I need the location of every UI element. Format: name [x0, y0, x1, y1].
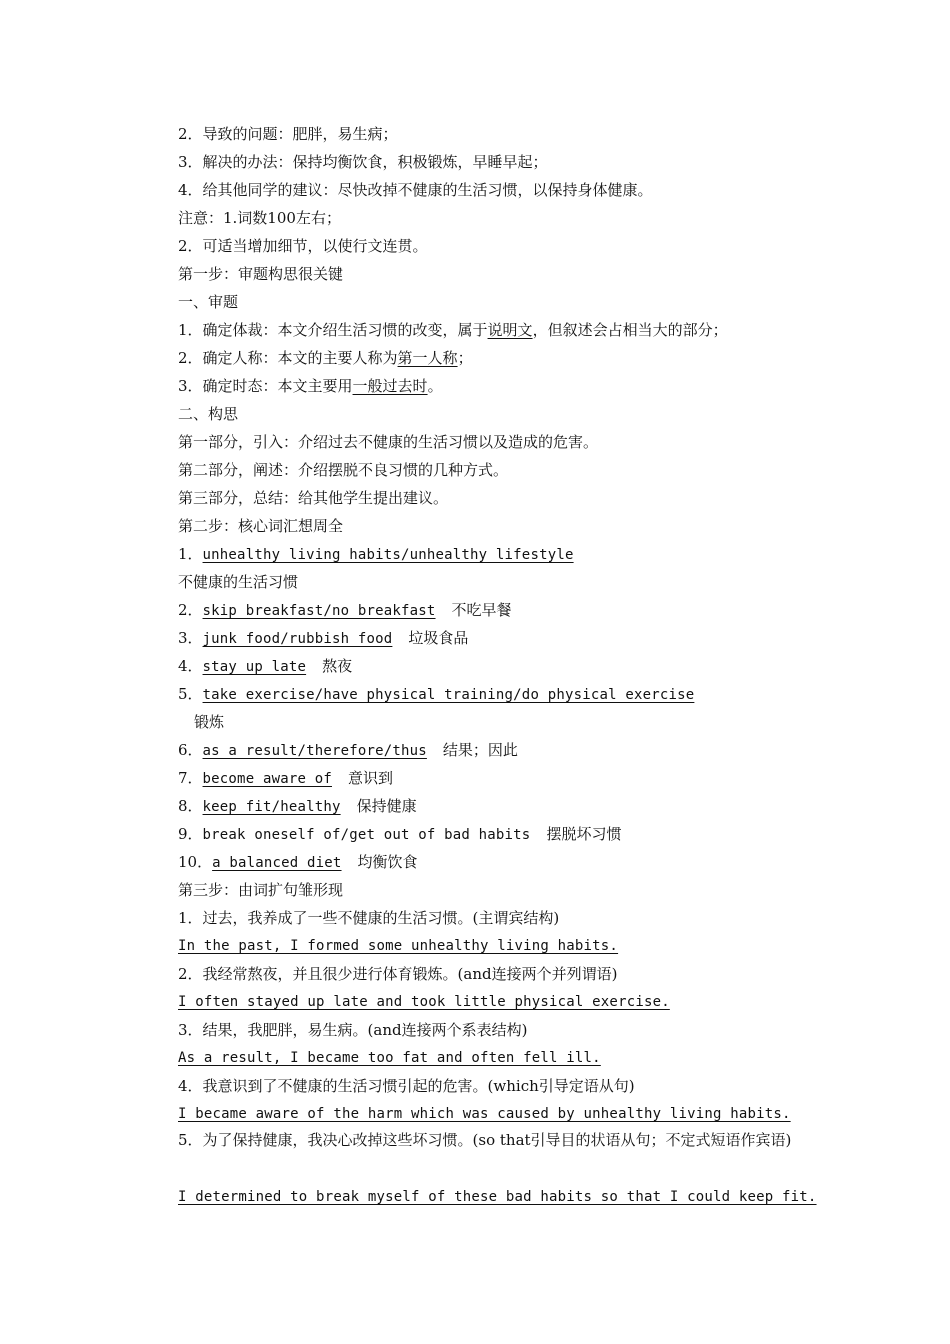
vocab-item: [178, 796, 818, 816]
genre-answer: 说明文: [487, 321, 533, 339]
vocab-item: [178, 684, 818, 704]
genre-tail: ，但叙述会占相当大的部分；: [532, 321, 728, 339]
vocab-item: [178, 600, 818, 620]
vocab-chinese: 锻炼: [194, 713, 225, 731]
vocab-item: [178, 768, 818, 788]
tense-label: 3．确定时态：本文主要用: [178, 377, 353, 395]
vocab-chinese: 保持健康: [356, 797, 417, 815]
plan-part-2: 第二部分，阐述：介绍摆脱不良习惯的几种方式。: [178, 461, 509, 479]
plan-part-1: 第一部分，引入：介绍过去不健康的生活习惯以及造成的危害。: [178, 433, 599, 451]
tense-answer: 一般过去时: [352, 377, 428, 395]
section-heading-review: 一、审题: [178, 293, 239, 311]
sentence-answer: I became aware of the harm which was caused by unhealthy living habits.: [178, 1106, 791, 1122]
vocab-number: 1．: [178, 545, 203, 563]
vocab-english: skip breakfast/no breakfast: [202, 603, 436, 619]
vocab-chinese: 摆脱坏习惯: [546, 825, 622, 843]
vocab-english: take exercise/have physical training/do physical exercise: [202, 687, 695, 703]
vocab-english: unhealthy living habits/unhealthy lifestyle: [202, 547, 574, 563]
vocab-chinese: 垃圾食品: [408, 629, 469, 647]
sentence-prompt: 1．过去，我养成了一些不健康的生活习惯。(主谓宾结构): [178, 909, 560, 927]
sentence-answer: As a result, I became too fat and often fell ill.: [178, 1050, 601, 1066]
vocab-english: become aware of: [202, 771, 332, 787]
requirement-line-2: 2．导致的问题：肥胖，易生病；: [178, 125, 398, 143]
note-line-2: 2．可适当增加细节，以使行文连贯。: [178, 237, 428, 255]
vocab-item: [178, 852, 818, 872]
step1-heading: 第一步：审题构思很关键: [178, 265, 344, 283]
vocab-number: 4．: [178, 657, 203, 675]
vocab-english: keep fit/healthy: [202, 799, 341, 815]
sentence-prompt: 5．为了保持健康，我决心改掉这些坏习惯。(so that引导目的状语从句；不定式短语作宾语): [178, 1131, 792, 1149]
requirement-line-4: 4．给其他同学的建议：尽快改掉不健康的生活习惯，以保持身体健康。: [178, 181, 653, 199]
step2-heading: 第二步：核心词汇想周全: [178, 517, 344, 535]
vocab-chinese: 熬夜: [322, 657, 353, 675]
vocab-number: 3．: [178, 629, 203, 647]
vocab-chinese: 不吃早餐: [451, 601, 512, 619]
tense-tail: 。: [427, 377, 443, 395]
sentence-answer: I often stayed up late and took little physical exercise.: [178, 994, 670, 1010]
sentence-prompt: 3．结果，我肥胖，易生病。(and连接两个系表结构): [178, 1021, 528, 1039]
vocab-english: stay up late: [202, 659, 307, 675]
vocab-chinese: 不健康的生活习惯: [178, 573, 299, 591]
vocab-number: 2．: [178, 601, 203, 619]
genre-line: [178, 320, 818, 340]
vocab-chinese: 意识到: [347, 769, 393, 787]
vocab-number: 6．: [178, 741, 203, 759]
vocab-english: a balanced diet: [212, 855, 342, 871]
vocab-number: 10．: [178, 853, 213, 871]
vocab-english: junk food/rubbish food: [202, 631, 393, 647]
vocab-item: [178, 628, 818, 648]
vocab-number: 8．: [178, 797, 203, 815]
vocab-chinese: 均衡饮食: [357, 853, 418, 871]
person-answer: 第一人称: [397, 349, 458, 367]
sentence-answer: In the past, I formed some unhealthy living habits.: [178, 938, 619, 954]
vocab-item: [178, 544, 818, 564]
vocab-english: as a result/therefore/thus: [202, 743, 427, 759]
vocab-item: [178, 740, 818, 760]
person-line: [178, 348, 818, 368]
genre-label: 1．确定体裁：本文介绍生活习惯的改变，属于: [178, 321, 488, 339]
vocab-item: [178, 656, 818, 676]
vocab-number: 7．: [178, 769, 203, 787]
section-heading-plan: 二、构思: [178, 405, 239, 423]
vocab-number: 5．: [178, 685, 203, 703]
step3-heading: 第三步：由词扩句雏形现: [178, 881, 344, 899]
sentence-answer: I determined to break myself of these bad habits so that I could keep fit.: [178, 1189, 817, 1205]
sentence-prompt: 4．我意识到了不健康的生活习惯引起的危害。(which引导定语从句): [178, 1077, 635, 1095]
requirement-line-3: 3．解决的办法：保持均衡饮食，积极锻炼，早睡早起；: [178, 153, 548, 171]
person-tail: ；: [457, 349, 473, 367]
sentence-prompt: 2．我经常熬夜，并且很少进行体育锻炼。(and连接两个并列谓语): [178, 965, 618, 983]
vocab-english: break oneself of/get out of bad habits: [202, 827, 531, 843]
tense-line: [178, 376, 818, 396]
vocab-number: 9．: [178, 825, 203, 843]
vocab-item: [178, 824, 818, 844]
plan-part-3: 第三部分，总结：给其他学生提出建议。: [178, 489, 449, 507]
person-label: 2．确定人称：本文的主要人称为: [178, 349, 398, 367]
vocab-chinese: 结果；因此: [442, 741, 518, 759]
note-line-1: 注意：1.词数100左右；: [178, 209, 341, 227]
